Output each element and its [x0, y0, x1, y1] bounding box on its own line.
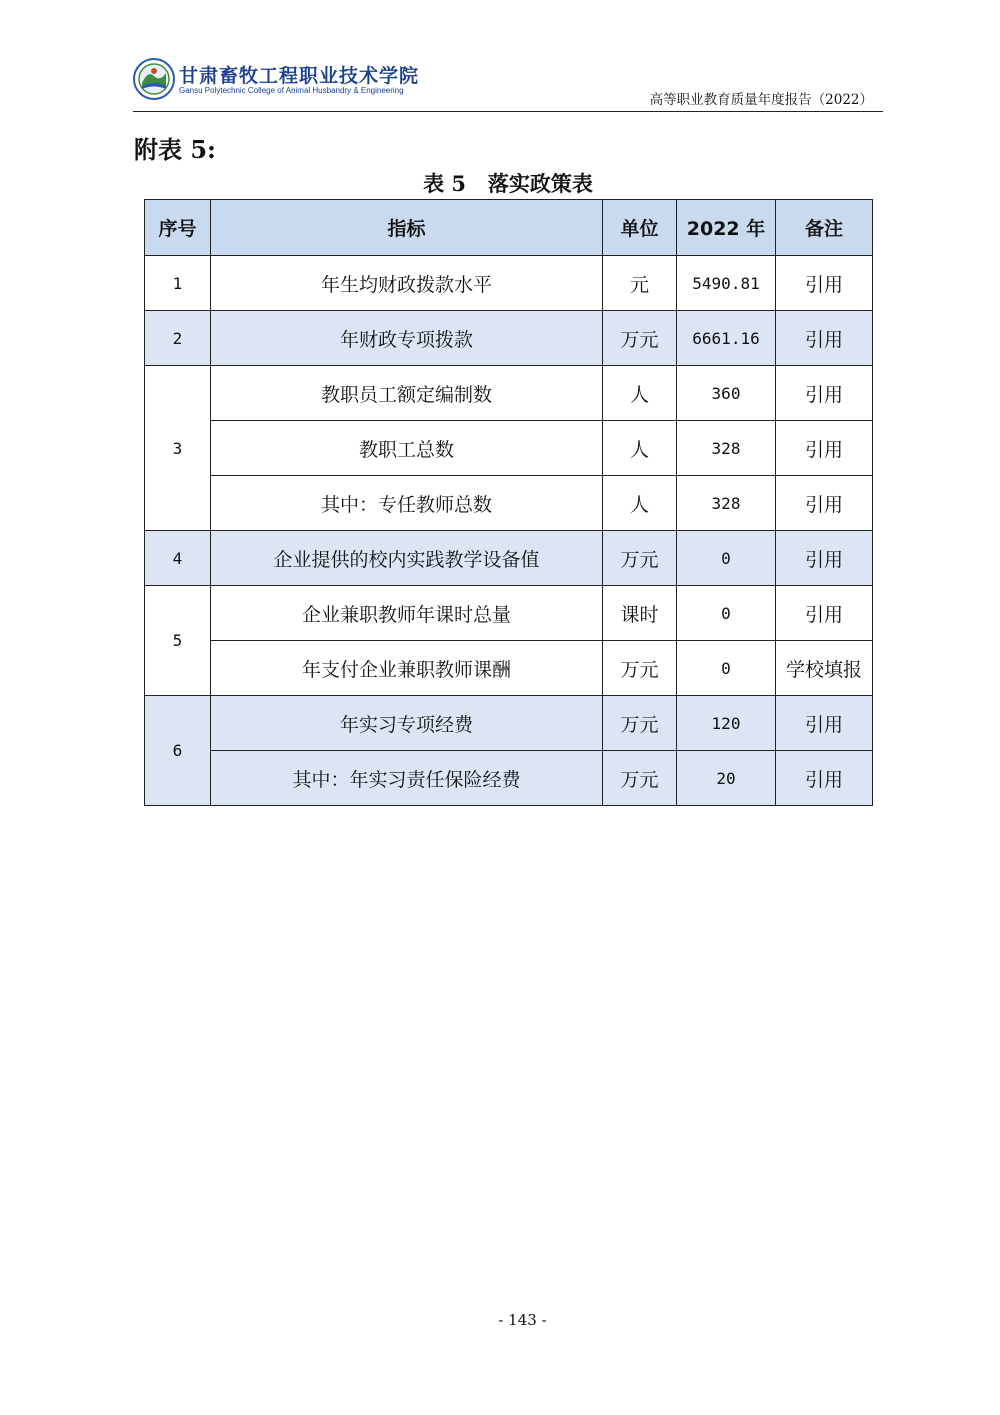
appendix-title: 附表 5:: [134, 135, 216, 164]
seq-cell: 3: [145, 366, 211, 531]
unit-cell: 万元: [603, 696, 677, 751]
unit-cell: 万元: [603, 531, 677, 586]
seq-cell: 1: [145, 256, 211, 311]
unit-cell: 课时: [603, 586, 677, 641]
seq-cell: 5: [145, 586, 211, 696]
school-emblem-icon: [133, 58, 175, 100]
indicator-cell: 企业兼职教师年课时总量: [211, 586, 603, 641]
header-unit: 单位: [603, 200, 677, 256]
note-cell: 引用: [776, 421, 873, 476]
value-cell: 0: [677, 586, 776, 641]
note-cell: 引用: [776, 696, 873, 751]
indicator-cell: 年财政专项拨款: [211, 311, 603, 366]
value-cell: 0: [677, 531, 776, 586]
note-cell: 学校填报: [776, 641, 873, 696]
table-row: [145, 586, 873, 641]
note-cell: 引用: [776, 751, 873, 806]
seq-cell: 2: [145, 311, 211, 366]
table-caption: 表 5 落实政策表: [423, 171, 593, 196]
table-row: [145, 366, 873, 421]
note-cell: 引用: [776, 366, 873, 421]
table-row: [145, 751, 873, 806]
table-row: [145, 421, 873, 476]
indicator-cell: 企业提供的校内实践教学设备值: [211, 531, 603, 586]
seq-cell: 4: [145, 531, 211, 586]
table-header-row: [145, 200, 873, 256]
header-seq: 序号: [145, 200, 211, 256]
unit-cell: 人: [603, 476, 677, 531]
table-row: [145, 641, 873, 696]
page-number: - 143 -: [498, 1311, 547, 1329]
header-indicator: 指标: [211, 200, 603, 256]
header-note: 备注: [776, 200, 873, 256]
note-cell: 引用: [776, 531, 873, 586]
value-cell: 6661.16: [677, 311, 776, 366]
note-cell: 引用: [776, 256, 873, 311]
school-name-cn: 甘肃畜牧工程职业技术学院: [179, 65, 420, 87]
table-row: [145, 311, 873, 366]
indicator-cell: 年生均财政拨款水平: [211, 256, 603, 311]
note-cell: 引用: [776, 586, 873, 641]
note-cell: 引用: [776, 476, 873, 531]
unit-cell: 元: [603, 256, 677, 311]
report-title: 高等职业教育质量年度报告（2022）: [649, 92, 873, 108]
value-cell: 328: [677, 476, 776, 531]
value-cell: 0: [677, 641, 776, 696]
indicator-cell: 教职员工额定编制数: [211, 366, 603, 421]
indicator-cell: 其中：专任教师总数: [211, 476, 603, 531]
policy-table: [144, 199, 873, 806]
table-row: [145, 256, 873, 311]
indicator-cell: 年实习专项经费: [211, 696, 603, 751]
unit-cell: 万元: [603, 751, 677, 806]
seq-cell: 6: [145, 696, 211, 806]
note-cell: 引用: [776, 311, 873, 366]
value-cell: 120: [677, 696, 776, 751]
indicator-cell: 教职工总数: [211, 421, 603, 476]
table-row: [145, 696, 873, 751]
value-cell: 328: [677, 421, 776, 476]
indicator-cell: 年支付企业兼职教师课酬: [211, 641, 603, 696]
unit-cell: 万元: [603, 641, 677, 696]
table-row: [145, 531, 873, 586]
table-row: [145, 476, 873, 531]
value-cell: 20: [677, 751, 776, 806]
unit-cell: 万元: [603, 311, 677, 366]
unit-cell: 人: [603, 421, 677, 476]
school-name-en: Gansu Polytechnic College of Animal Husbandry & Engineering: [179, 86, 404, 95]
value-cell: 5490.81: [677, 256, 776, 311]
unit-cell: 人: [603, 366, 677, 421]
indicator-cell: 其中：年实习责任保险经费: [211, 751, 603, 806]
header-year: 2022 年: [677, 200, 776, 256]
page-header: [133, 55, 883, 112]
value-cell: 360: [677, 366, 776, 421]
